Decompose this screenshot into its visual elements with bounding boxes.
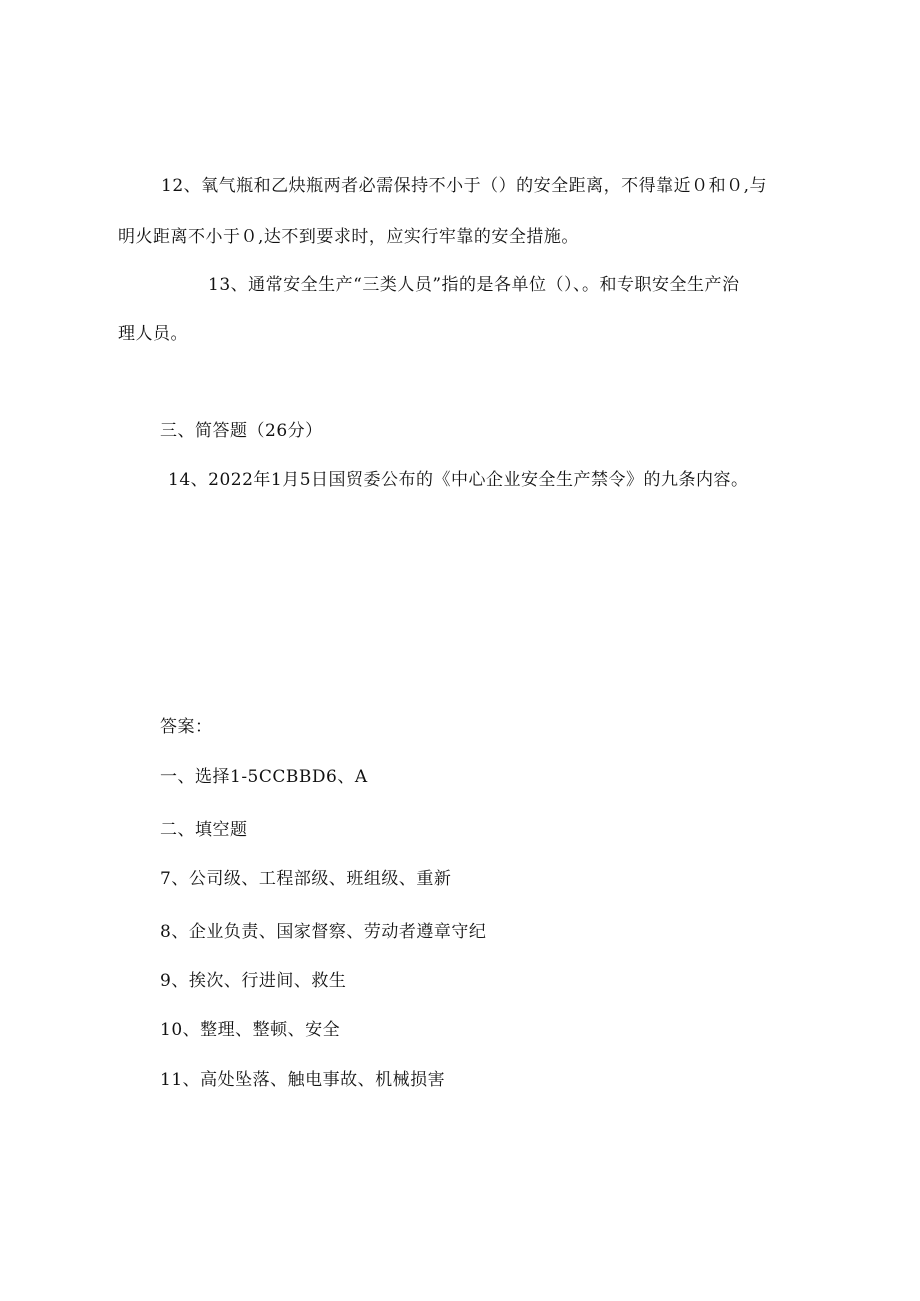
- question-12-line-1: 12、氧气瓶和乙炔瓶两者必需保持不小于（）的安全距离，不得靠近０和０,与: [161, 176, 768, 196]
- question-14: 14、2022年1月5日国贸委公布的《中心企业安全生产禁令》的九条内容。: [168, 470, 749, 490]
- answer-fill-heading: 二、填空题: [160, 820, 248, 840]
- section-3-heading: 三、简答题（26分）: [160, 421, 323, 441]
- question-13-line-2: 理人员。: [118, 324, 188, 344]
- question-13-line-1: 13、通常安全生产“三类人员”指的是各单位（）、。和专职安全生产治: [208, 275, 740, 295]
- answer-7: 7、公司级、工程部级、班组级、重新: [160, 869, 452, 889]
- answer-choice: 一、选择1-5CCBBD6、A: [160, 767, 368, 787]
- answers-heading: 答案：: [160, 717, 213, 737]
- answer-9: 9、挨次、行进间、救生: [160, 971, 347, 991]
- answer-8: 8、企业负责、国家督察、劳动者遵章守纪: [160, 922, 487, 942]
- answer-10: 10、整理、整顿、安全: [160, 1020, 341, 1040]
- question-12-line-2: 明火距离不小于０,达不到要求时，应实行牢靠的安全措施。: [118, 227, 579, 247]
- answer-11: 11、高处坠落、触电事故、机械损害: [160, 1070, 446, 1090]
